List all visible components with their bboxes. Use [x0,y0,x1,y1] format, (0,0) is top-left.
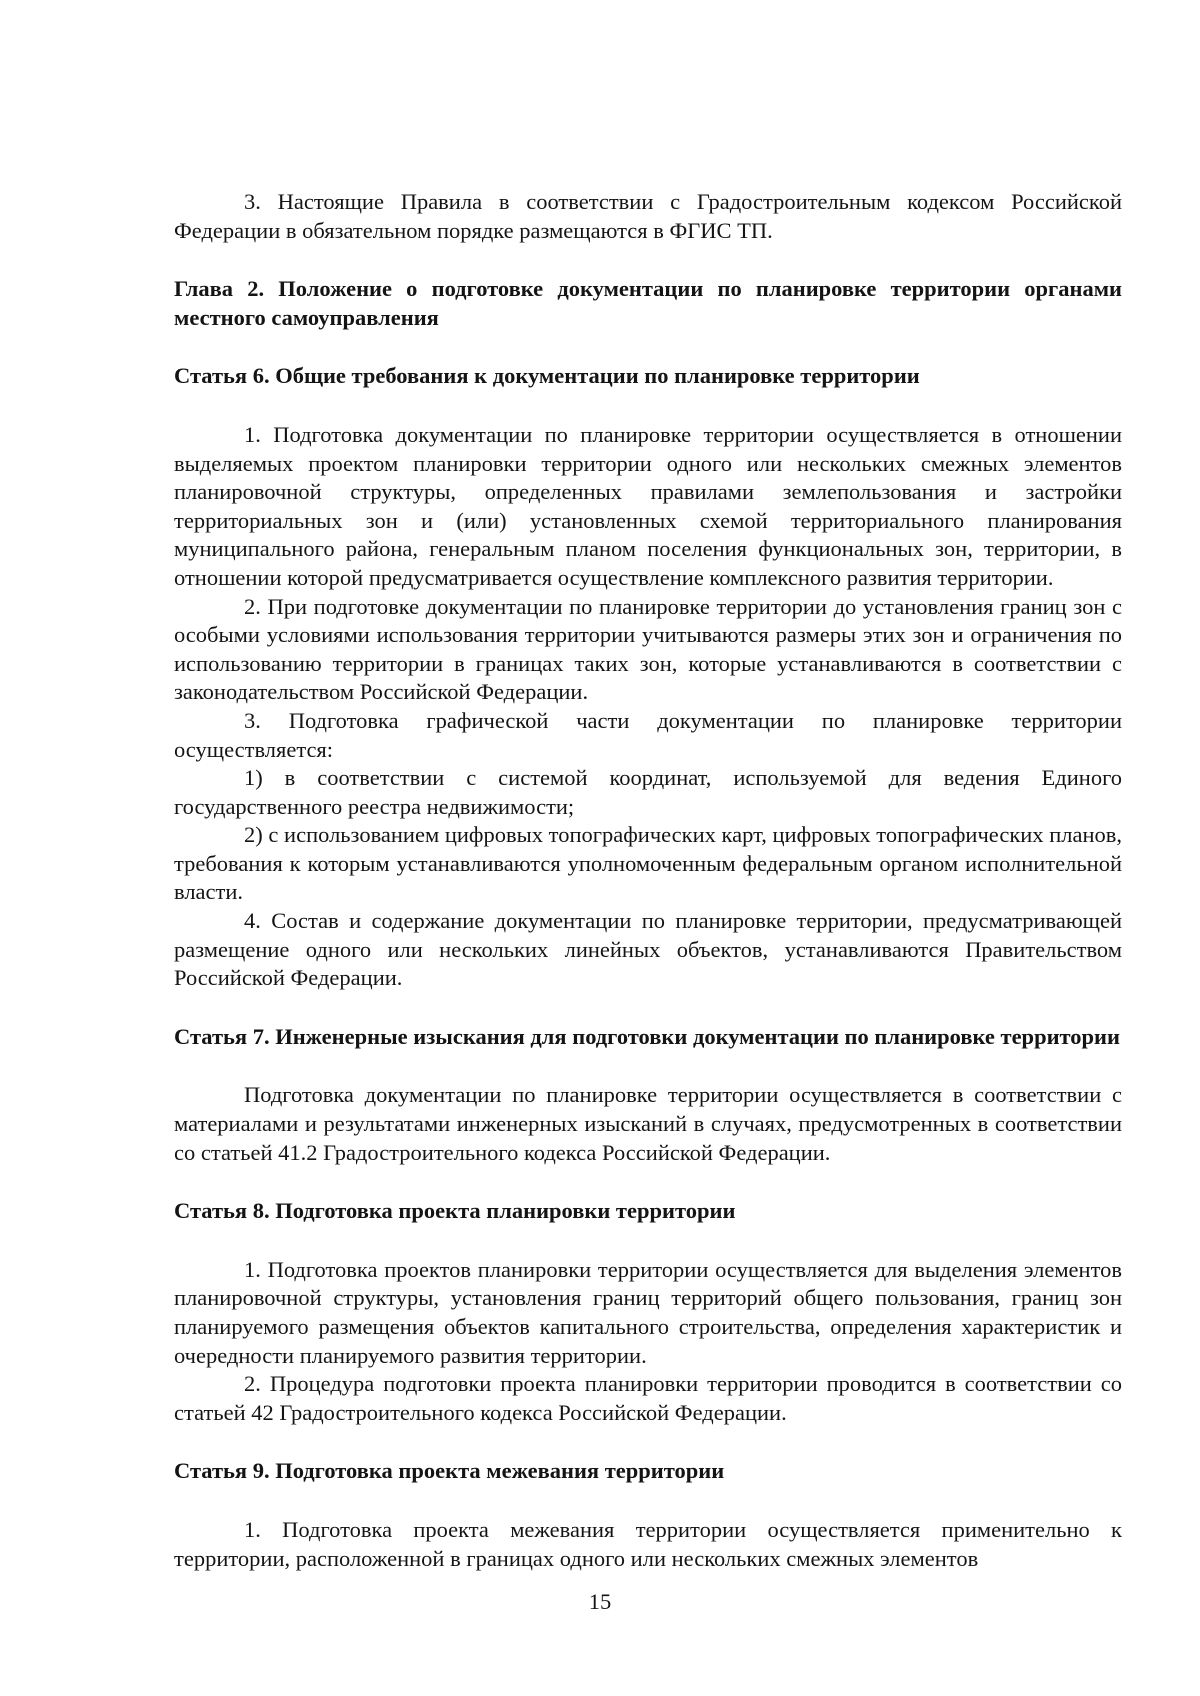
chapter-2-heading: Глава 2. Положение о подготовке документации по планировке территории органами местного самоуправления [174,276,1122,330]
page-content [174,188,1122,1573]
paragraph-rules-publication: 3. Настоящие Правила в соответствии с Градостроительным кодексом Российской Федерации в обязательном порядке размещаются в ФГИС ТП. [174,189,1122,243]
article-6-paragraph-4: 4. Состав и содержание документации по планировке территории, предусматривающей размещение одного или нескольких линейных объектов, устанавливаются Правительством Российской Федерации. [174,908,1122,991]
article-6-paragraph-3: 3. Подготовка графической части документации по планировке территории осуществляется: [174,707,1122,762]
article-9-heading: Статья 9. Подготовка проекта межевания территории [174,1458,725,1484]
article-6-paragraph-3-item-1: 1) в соответствии с системой координат, используемой для ведения Единого государственного реестра недвижимости; [174,765,1122,819]
article-6-paragraph-1: 1. Подготовка документации по планировке территории осуществляется в отношении выделяемых проектом планировки территории одного или нескольких смежных элементов планировочной структуры, определенных правилами землепользования и застройки территориальных зон и (или) установленных схемой территориального планирования муниципального района, генеральным планом поселения функциональных зон, территории, в отношении которой предусматривается осуществление комплексного развития территории. [174,421,1122,590]
article-9-paragraph-1: 1. Подготовка проекта межевания территории осуществляется применительно к территории, расположенной в границах одного или нескольких смежных элементов [174,1516,1122,1571]
article-6-paragraph-2: 2. При подготовке документации по планировке территории до установления границ зон с особыми условиями использования территории учитываются размеры этих зон и ограничения по использованию территории в границах таких зон, которые устанавливаются в соответствии с законодательством Российской Федерации. [174,593,1122,705]
article-8-heading: Статья 8. Подготовка проекта планировки территории [174,1198,736,1224]
article-6-heading: Статья 6. Общие требования к документации по планировке территории [174,363,920,389]
article-8-paragraph-1: 1. Подготовка проектов планировки территории осуществляется для выделения элементов планировочной структуры, установления границ территорий общего пользования, границ зон планируемого размещения объектов капитального строительства, определения характеристик и очередности планируемого развития территории. [174,1256,1122,1368]
article-7-paragraph-1: Подготовка документации по планировке территории осуществляется в соответствии с материалами и результатами инженерных изысканий в случаях, предусмотренных в соответствии со статьей 41.2 Градостроительного кодекса Российской Федерации. [174,1082,1122,1165]
article-6-paragraph-3-item-2: 2) с использованием цифровых топографических карт, цифровых топографических планов, требования к которым устанавливаются уполномоченным федеральным органом исполнительной власти. [174,822,1122,905]
article-7-heading: Статья 7. Инженерные изыскания для подготовки документации по планировке территории [174,1023,1120,1049]
page-number: 15 [588,1589,612,1614]
article-8-paragraph-2: 2. Процедура подготовки проекта планировки территории проводится в соответствии со статьей 42 Градостроительного кодекса Российской Федерации. [174,1371,1122,1425]
